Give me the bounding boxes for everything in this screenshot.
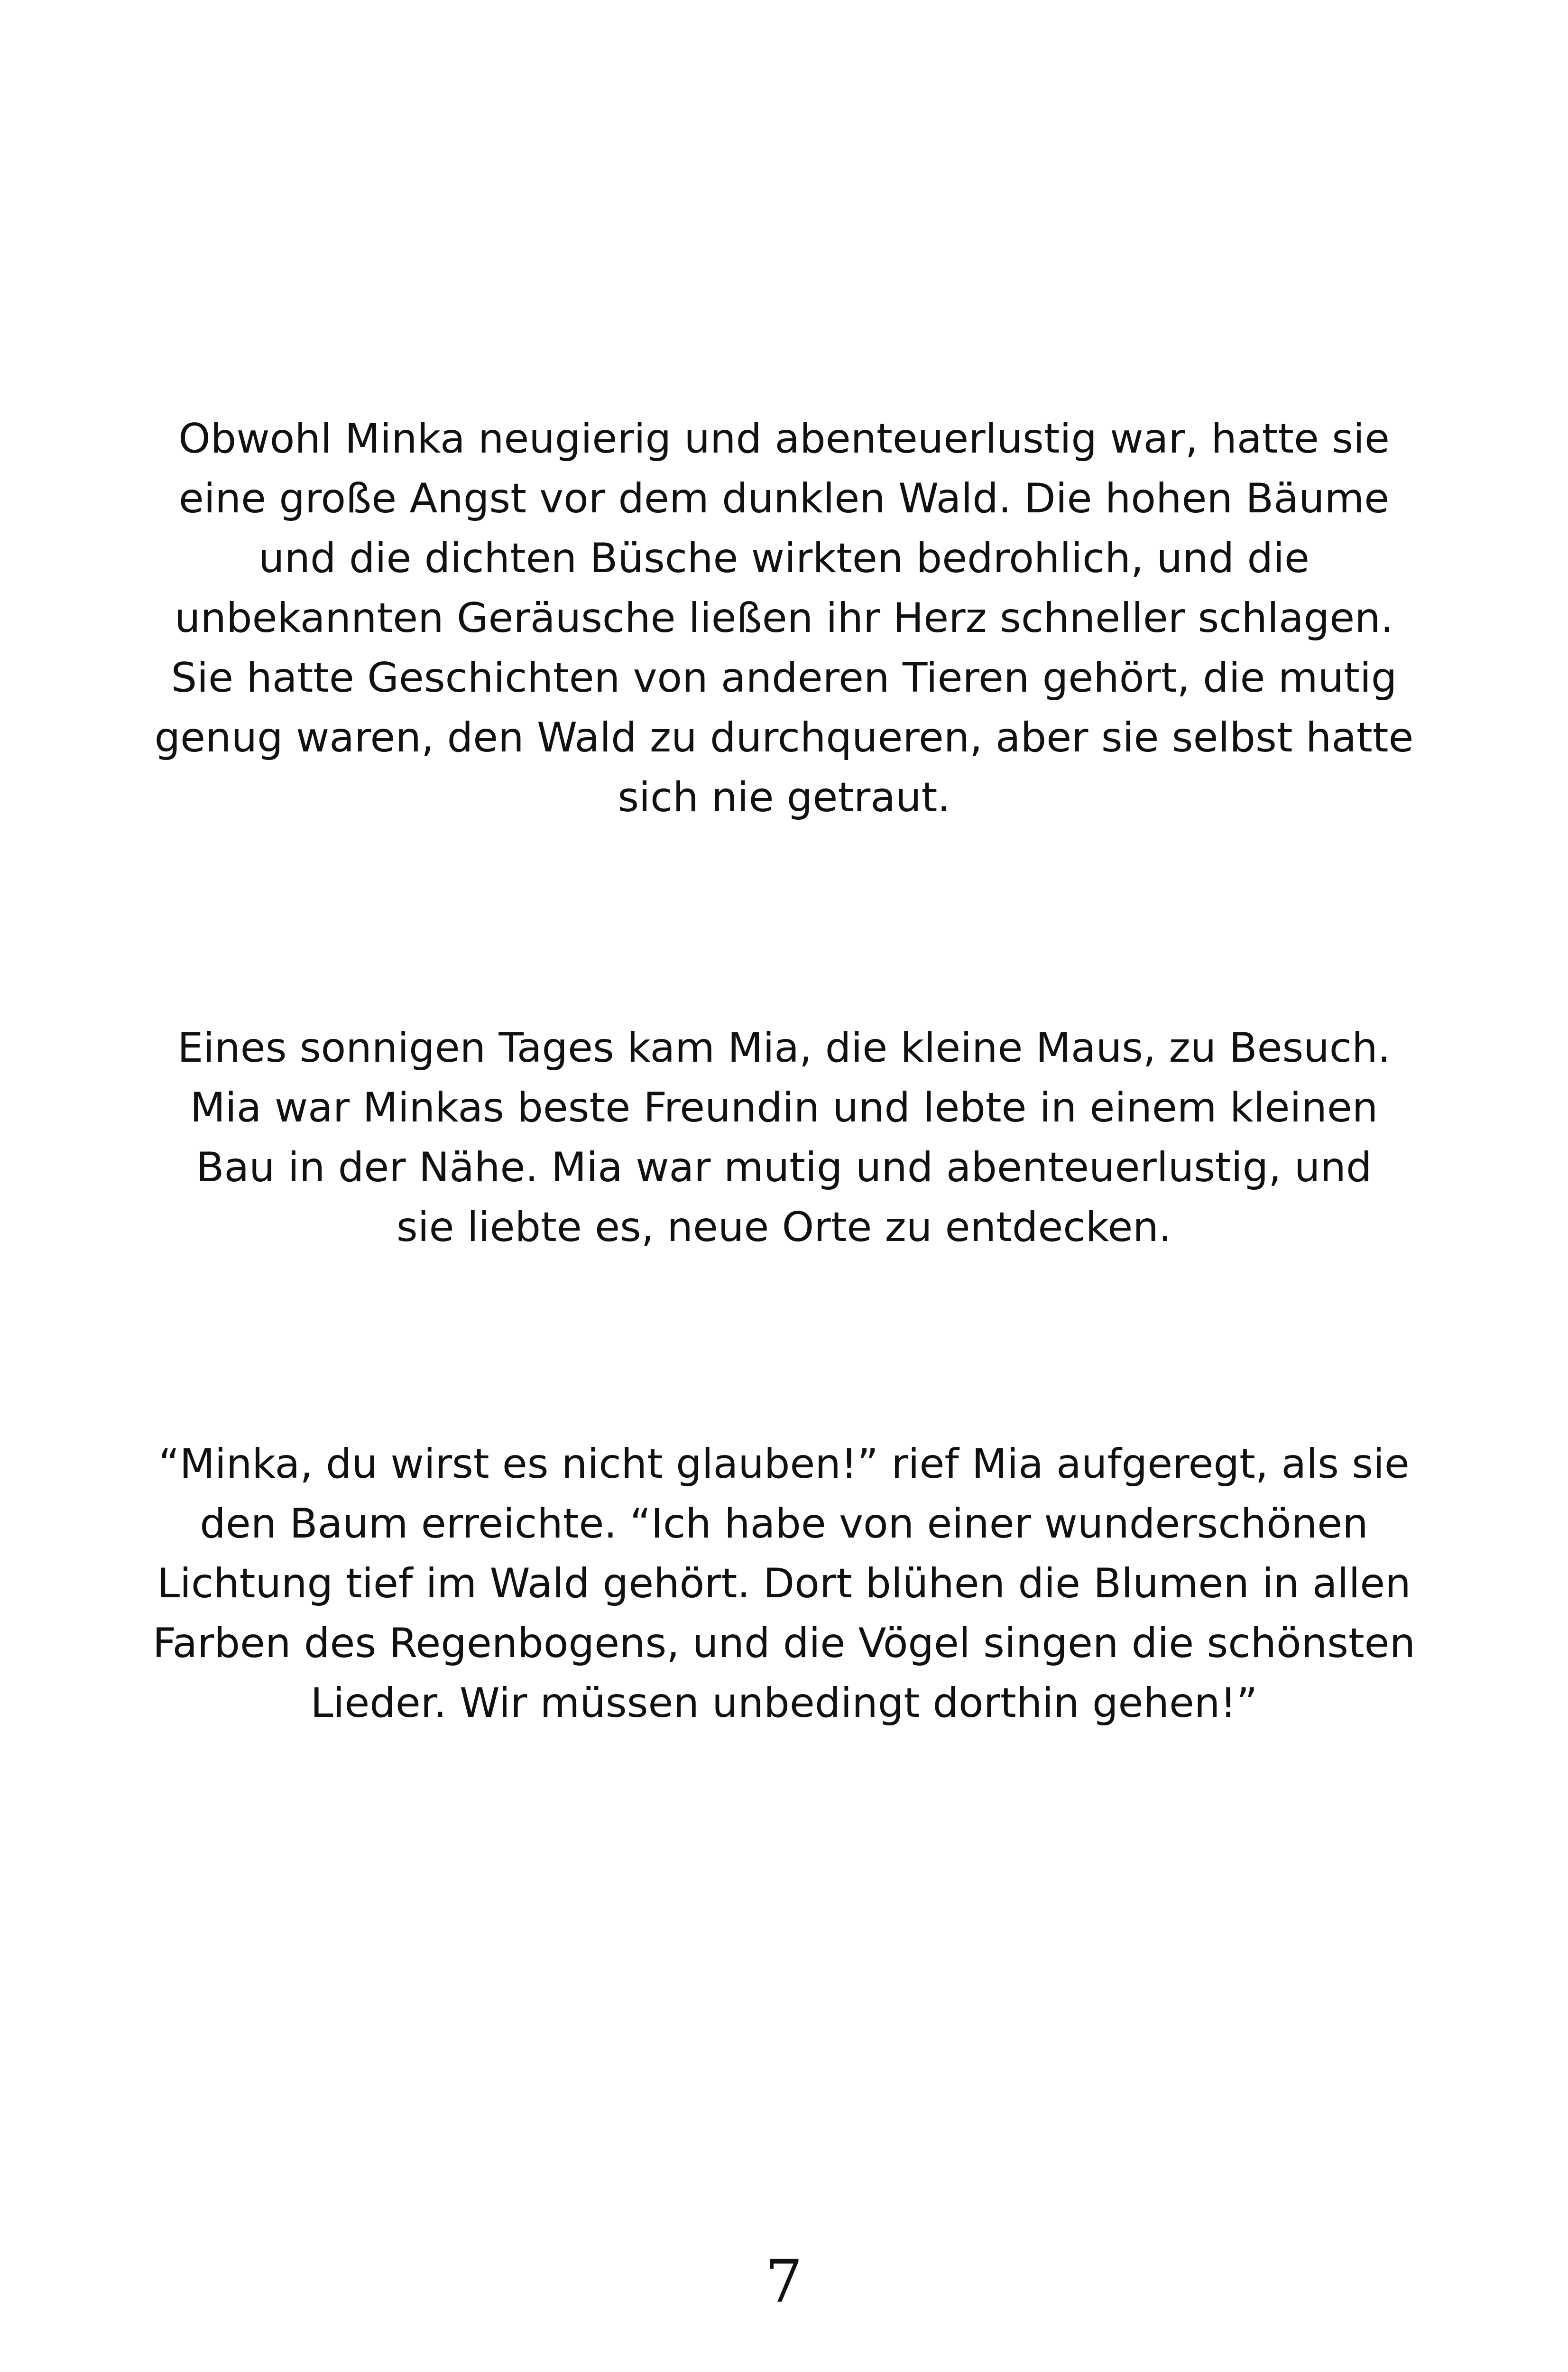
paragraph-line: und die dichten Büsche wirkten bedrohlich, und die xyxy=(258,535,1310,582)
paragraph-mia-visit xyxy=(119,1018,1449,1257)
paragraph-line: Obwohl Minka neugierig und abenteuerlustig war, hatte sie xyxy=(178,415,1390,463)
paragraph-line: sie liebte es, neue Orte zu entdecken. xyxy=(396,1204,1172,1251)
paragraph-line: Sie hatte Geschichten von anderen Tieren gehört, die mutig xyxy=(171,654,1397,702)
paragraph-line: Bau in der Nähe. Mia war mutig und abenteuerlustig, und xyxy=(196,1144,1372,1191)
paragraph-line: unbekannten Geräusche ließen ihr Herz schneller schlagen. xyxy=(174,594,1393,642)
paragraph-line: Lieder. Wir müssen unbedingt dorthin gehen!” xyxy=(310,1679,1258,1727)
paragraph-line: genug waren, den Wald zu durchqueren, aber sie selbst hatte xyxy=(154,714,1414,761)
paragraph-line: den Baum erreichte. “Ich habe von einer wunderschönen xyxy=(200,1500,1368,1547)
paragraph-line: Eines sonnigen Tages kam Mia, die kleine Maus, zu Besuch. xyxy=(177,1024,1391,1072)
paragraph-line: eine große Angst vor dem dunklen Wald. Die hohen Bäume xyxy=(178,475,1390,522)
paragraph-mia-dialogue xyxy=(119,1434,1449,1733)
paragraph-fear-of-forest xyxy=(119,409,1449,827)
page-number: 7 xyxy=(765,2248,803,2316)
paragraph-line: Farben des Regenbogens, und die Vögel singen die schönsten xyxy=(152,1620,1416,1667)
paragraph-line: Mia war Minkas beste Freundin und lebte in einem kleinen xyxy=(190,1084,1378,1131)
paragraph-line: sich nie getraut. xyxy=(618,774,950,821)
paragraph-line: Lichtung tief im Wald gehört. Dort blühen die Blumen in allen xyxy=(157,1560,1411,1607)
paragraph-line: “Minka, du wirst es nicht glauben!” rief Mia aufgeregt, als sie xyxy=(158,1440,1410,1488)
